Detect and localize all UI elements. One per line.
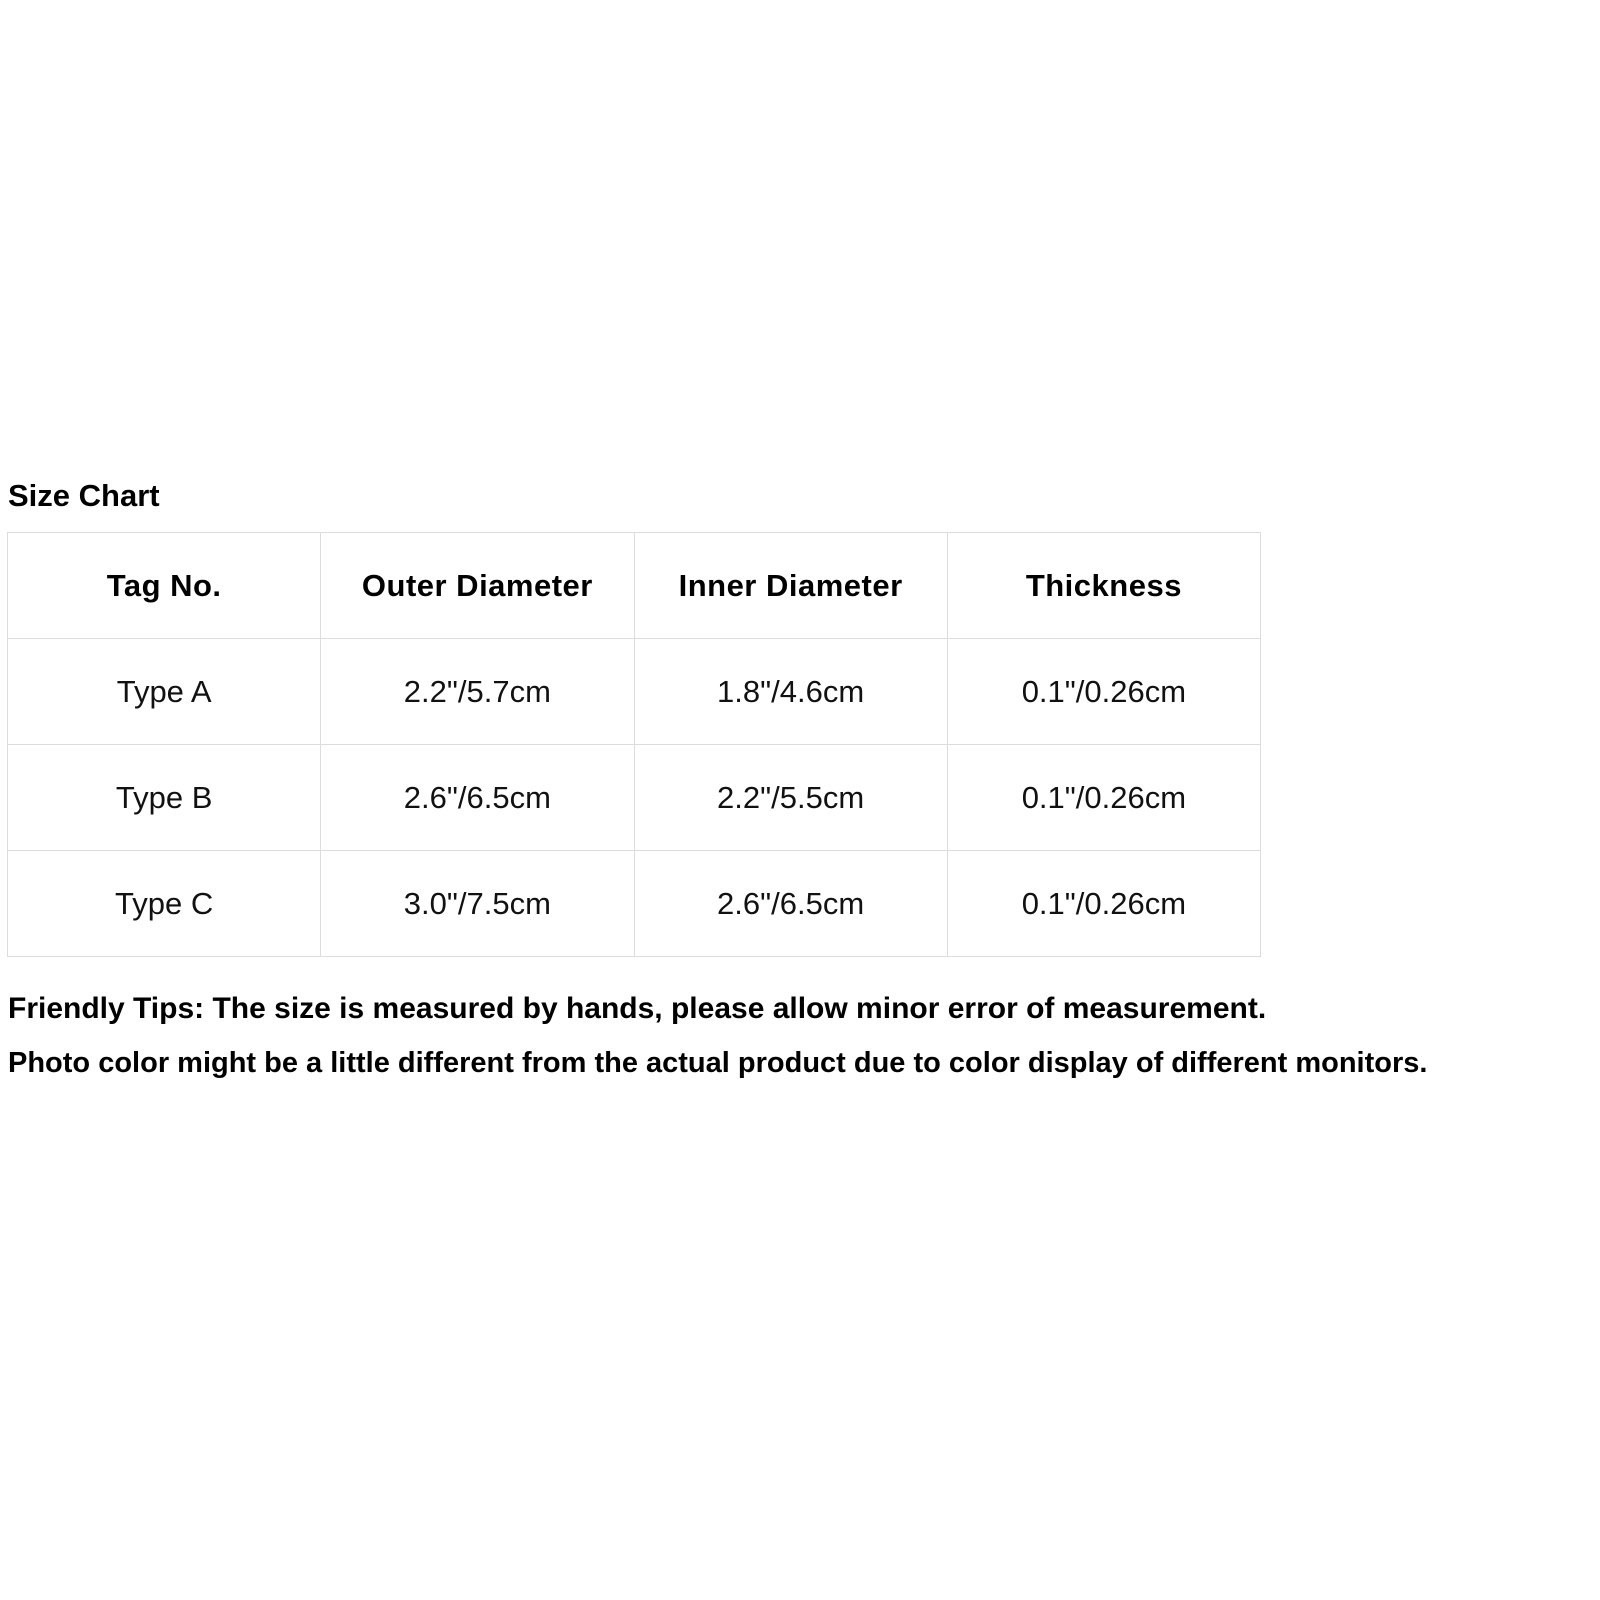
- table-header-row: [8, 533, 1261, 639]
- cell-tag-no: Type A: [8, 639, 321, 745]
- table-row: [8, 639, 1261, 745]
- size-chart-title: Size Chart: [8, 478, 160, 513]
- table-row: [8, 745, 1261, 851]
- table-row: [8, 851, 1261, 957]
- cell-tag-no: Type B: [8, 745, 321, 851]
- cell-inner-diameter: 2.2"/5.5cm: [634, 745, 947, 851]
- cell-thickness: 0.1"/0.26cm: [947, 851, 1260, 957]
- cell-thickness: 0.1"/0.26cm: [947, 745, 1260, 851]
- cell-outer-diameter: 2.2"/5.7cm: [321, 639, 634, 745]
- header-inner-diameter: Inner Diameter: [634, 533, 947, 639]
- cell-thickness: 0.1"/0.26cm: [947, 639, 1260, 745]
- cell-outer-diameter: 2.6"/6.5cm: [321, 745, 634, 851]
- cell-inner-diameter: 2.6"/6.5cm: [634, 851, 947, 957]
- color-disclaimer-text: Photo color might be a little different from the actual product due to color display of different monitors.: [8, 1047, 1428, 1079]
- cell-tag-no: Type C: [8, 851, 321, 957]
- header-thickness: Thickness: [947, 533, 1260, 639]
- header-tag-no: Tag No.: [8, 533, 321, 639]
- friendly-tip-text: Friendly Tips: The size is measured by hands, please allow minor error of measurement.: [8, 992, 1267, 1025]
- cell-inner-diameter: 1.8"/4.6cm: [634, 639, 947, 745]
- header-outer-diameter: Outer Diameter: [321, 533, 634, 639]
- size-table: [7, 532, 1261, 957]
- cell-outer-diameter: 3.0"/7.5cm: [321, 851, 634, 957]
